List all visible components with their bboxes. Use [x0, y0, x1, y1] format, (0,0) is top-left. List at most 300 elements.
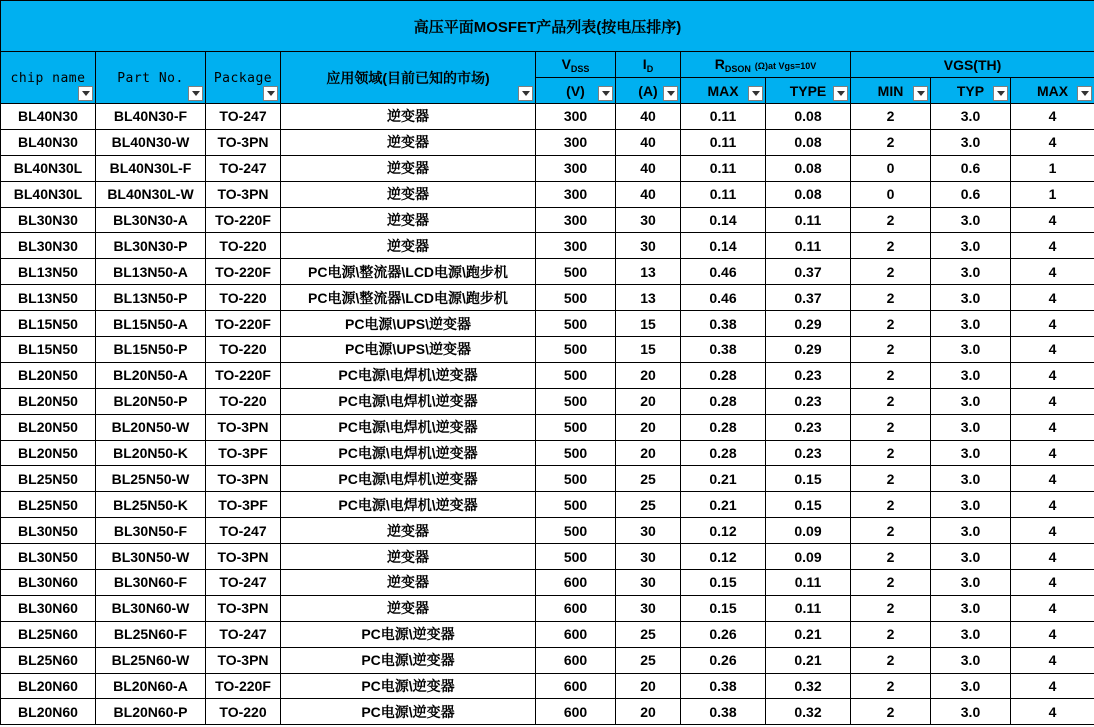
- header-rdson: [681, 52, 851, 78]
- cell-market[interactable]: PC电源\UPS\逆变器: [281, 311, 536, 337]
- cell-vgs-min[interactable]: 0: [851, 181, 931, 207]
- cell-vgs-min[interactable]: 2: [851, 466, 931, 492]
- cell-market[interactable]: 逆变器: [281, 129, 536, 155]
- cell-vgs-max[interactable]: 4: [1011, 544, 1094, 570]
- cell-market[interactable]: PC电源\电焊机\逆变器: [281, 414, 536, 440]
- cell-vgs-min[interactable]: 2: [851, 285, 931, 311]
- cell-id[interactable]: 30: [616, 207, 681, 233]
- cell-rdson-type[interactable]: 0.11: [766, 570, 851, 596]
- cell-id[interactable]: 25: [616, 647, 681, 673]
- cell-part-no[interactable]: BL30N30-P: [96, 233, 206, 259]
- cell-part-no[interactable]: BL20N50-K: [96, 440, 206, 466]
- filter-dropdown-icon[interactable]: [78, 86, 93, 101]
- filter-dropdown-icon[interactable]: [1077, 86, 1092, 101]
- cell-vgs-typ[interactable]: 3.0: [931, 362, 1011, 388]
- table-row: [1, 233, 1094, 259]
- cell-chip-name[interactable]: BL13N50: [1, 285, 96, 311]
- cell-vgs-max[interactable]: 4: [1011, 621, 1094, 647]
- cell-vgs-min[interactable]: 2: [851, 414, 931, 440]
- cell-part-no[interactable]: BL30N50-F: [96, 518, 206, 544]
- cell-rdson-max[interactable]: 0.46: [681, 259, 766, 285]
- cell-vgs-min[interactable]: 2: [851, 104, 931, 130]
- cell-vgs-typ[interactable]: 3.0: [931, 647, 1011, 673]
- cell-vgs-typ[interactable]: 3.0: [931, 311, 1011, 337]
- cell-rdson-type[interactable]: 0.08: [766, 129, 851, 155]
- header-part-no: [96, 52, 206, 104]
- cell-chip-name[interactable]: BL30N60: [1, 595, 96, 621]
- cell-vdss[interactable]: 600: [536, 699, 616, 725]
- cell-vgs-min[interactable]: 2: [851, 544, 931, 570]
- cell-rdson-type[interactable]: 0.37: [766, 259, 851, 285]
- filter-dropdown-icon[interactable]: [263, 86, 278, 101]
- cell-vgs-typ[interactable]: 3.0: [931, 699, 1011, 725]
- filter-dropdown-icon[interactable]: [518, 86, 533, 101]
- cell-vgs-typ[interactable]: 3.0: [931, 388, 1011, 414]
- cell-vgs-min[interactable]: 2: [851, 440, 931, 466]
- cell-vdss[interactable]: 600: [536, 570, 616, 596]
- cell-package[interactable]: TO-220F: [206, 673, 281, 699]
- cell-rdson-max[interactable]: 0.11: [681, 104, 766, 130]
- header-part-no-label: Part No.: [117, 71, 184, 86]
- header-rdson-max-label: MAX: [707, 82, 739, 99]
- header-vgs-min: [851, 78, 931, 104]
- cell-vgs-max[interactable]: 4: [1011, 259, 1094, 285]
- cell-market[interactable]: 逆变器: [281, 595, 536, 621]
- cell-market[interactable]: 逆变器: [281, 181, 536, 207]
- table-row: [1, 647, 1094, 673]
- cell-part-no[interactable]: BL20N50-P: [96, 388, 206, 414]
- table-row: [1, 699, 1094, 725]
- cell-rdson-max[interactable]: 0.28: [681, 362, 766, 388]
- cell-id[interactable]: 30: [616, 233, 681, 259]
- cell-vdss[interactable]: 300: [536, 155, 616, 181]
- cell-package[interactable]: TO-247: [206, 518, 281, 544]
- cell-package[interactable]: TO-220F: [206, 259, 281, 285]
- cell-id[interactable]: 30: [616, 544, 681, 570]
- cell-part-no[interactable]: BL30N60-W: [96, 595, 206, 621]
- cell-id[interactable]: 13: [616, 285, 681, 311]
- cell-rdson-max[interactable]: 0.28: [681, 414, 766, 440]
- cell-vgs-max[interactable]: 4: [1011, 492, 1094, 518]
- cell-chip-name[interactable]: BL30N30: [1, 233, 96, 259]
- cell-vgs-typ[interactable]: 3.0: [931, 570, 1011, 596]
- cell-vgs-typ[interactable]: 3.0: [931, 233, 1011, 259]
- cell-id[interactable]: 20: [616, 699, 681, 725]
- cell-market[interactable]: 逆变器: [281, 207, 536, 233]
- cell-vgs-typ[interactable]: 3.0: [931, 492, 1011, 518]
- cell-chip-name[interactable]: BL20N60: [1, 673, 96, 699]
- cell-package[interactable]: TO-247: [206, 104, 281, 130]
- cell-rdson-type[interactable]: 0.37: [766, 285, 851, 311]
- cell-id[interactable]: 25: [616, 466, 681, 492]
- cell-rdson-max[interactable]: 0.15: [681, 595, 766, 621]
- cell-chip-name[interactable]: BL40N30: [1, 129, 96, 155]
- cell-market[interactable]: PC电源\逆变器: [281, 647, 536, 673]
- cell-chip-name[interactable]: BL15N50: [1, 337, 96, 363]
- cell-vgs-typ[interactable]: 3.0: [931, 207, 1011, 233]
- table-row: [1, 337, 1094, 363]
- filter-dropdown-icon[interactable]: [188, 86, 203, 101]
- cell-vdss[interactable]: 500: [536, 388, 616, 414]
- filter-dropdown-icon[interactable]: [913, 86, 928, 101]
- cell-vgs-min[interactable]: 2: [851, 621, 931, 647]
- cell-package[interactable]: TO-220F: [206, 207, 281, 233]
- header-id-main: I: [642, 55, 647, 72]
- cell-part-no[interactable]: BL13N50-A: [96, 259, 206, 285]
- cell-chip-name[interactable]: BL40N30L: [1, 155, 96, 181]
- cell-vgs-typ[interactable]: 3.0: [931, 259, 1011, 285]
- cell-vgs-max[interactable]: 4: [1011, 285, 1094, 311]
- cell-part-no[interactable]: BL20N60-A: [96, 673, 206, 699]
- cell-vgs-typ[interactable]: 3.0: [931, 414, 1011, 440]
- cell-package[interactable]: TO-247: [206, 570, 281, 596]
- table-row: [1, 155, 1094, 181]
- header-market: [281, 52, 536, 104]
- cell-part-no[interactable]: BL20N50-W: [96, 414, 206, 440]
- cell-part-no[interactable]: BL20N50-A: [96, 362, 206, 388]
- cell-package[interactable]: TO-220F: [206, 311, 281, 337]
- cell-vgs-max[interactable]: 4: [1011, 233, 1094, 259]
- cell-id[interactable]: 20: [616, 414, 681, 440]
- filter-dropdown-icon[interactable]: [833, 86, 848, 101]
- cell-vgs-typ[interactable]: 3.0: [931, 129, 1011, 155]
- cell-market[interactable]: 逆变器: [281, 518, 536, 544]
- table-body: [1, 104, 1094, 725]
- cell-chip-name[interactable]: BL25N50: [1, 466, 96, 492]
- cell-vgs-min[interactable]: 2: [851, 673, 931, 699]
- cell-package[interactable]: TO-3PN: [206, 647, 281, 673]
- cell-market[interactable]: PC电源\整流器\LCD电源\跑步机: [281, 259, 536, 285]
- cell-chip-name[interactable]: BL30N50: [1, 544, 96, 570]
- cell-rdson-max[interactable]: 0.11: [681, 181, 766, 207]
- cell-market[interactable]: 逆变器: [281, 233, 536, 259]
- cell-rdson-max[interactable]: 0.38: [681, 311, 766, 337]
- cell-vgs-typ[interactable]: 3.0: [931, 673, 1011, 699]
- cell-market[interactable]: PC电源\电焊机\逆变器: [281, 388, 536, 414]
- cell-rdson-max[interactable]: 0.11: [681, 155, 766, 181]
- cell-id[interactable]: 15: [616, 337, 681, 363]
- cell-id[interactable]: 20: [616, 440, 681, 466]
- cell-market[interactable]: PC电源\逆变器: [281, 673, 536, 699]
- cell-rdson-max[interactable]: 0.38: [681, 337, 766, 363]
- cell-vdss[interactable]: 300: [536, 104, 616, 130]
- cell-rdson-max[interactable]: 0.12: [681, 518, 766, 544]
- cell-rdson-type[interactable]: 0.11: [766, 233, 851, 259]
- cell-rdson-max[interactable]: 0.28: [681, 388, 766, 414]
- cell-vgs-typ[interactable]: 3.0: [931, 466, 1011, 492]
- cell-part-no[interactable]: BL25N50-W: [96, 466, 206, 492]
- cell-rdson-max[interactable]: 0.12: [681, 544, 766, 570]
- cell-rdson-type[interactable]: 0.08: [766, 181, 851, 207]
- cell-vdss[interactable]: 300: [536, 129, 616, 155]
- filter-dropdown-icon[interactable]: [663, 86, 678, 101]
- cell-vgs-typ[interactable]: 3.0: [931, 337, 1011, 363]
- cell-market[interactable]: 逆变器: [281, 544, 536, 570]
- cell-vgs-min[interactable]: 2: [851, 699, 931, 725]
- cell-rdson-type[interactable]: 0.23: [766, 388, 851, 414]
- cell-vgs-max[interactable]: 4: [1011, 466, 1094, 492]
- cell-rdson-type[interactable]: 0.21: [766, 621, 851, 647]
- cell-vdss[interactable]: 500: [536, 362, 616, 388]
- cell-package[interactable]: TO-247: [206, 155, 281, 181]
- cell-rdson-type[interactable]: 0.15: [766, 492, 851, 518]
- cell-vgs-max[interactable]: 4: [1011, 595, 1094, 621]
- cell-chip-name[interactable]: BL20N50: [1, 440, 96, 466]
- cell-chip-name[interactable]: BL30N60: [1, 570, 96, 596]
- cell-vgs-max[interactable]: 1: [1011, 181, 1094, 207]
- cell-part-no[interactable]: BL25N50-K: [96, 492, 206, 518]
- cell-package[interactable]: TO-220: [206, 699, 281, 725]
- cell-id[interactable]: 15: [616, 311, 681, 337]
- cell-vgs-min[interactable]: 2: [851, 207, 931, 233]
- header-rdson-type: [766, 78, 851, 104]
- cell-rdson-max[interactable]: 0.28: [681, 440, 766, 466]
- cell-vgs-typ[interactable]: 3.0: [931, 104, 1011, 130]
- cell-id[interactable]: 40: [616, 181, 681, 207]
- cell-id[interactable]: 25: [616, 492, 681, 518]
- cell-vgs-min[interactable]: 0: [851, 155, 931, 181]
- header-market-label: 应用领域(目前已知的市场): [326, 69, 490, 86]
- cell-package[interactable]: TO-220: [206, 337, 281, 363]
- cell-chip-name[interactable]: BL20N50: [1, 362, 96, 388]
- cell-id[interactable]: 25: [616, 621, 681, 647]
- cell-vdss[interactable]: 600: [536, 595, 616, 621]
- cell-part-no[interactable]: BL13N50-P: [96, 285, 206, 311]
- cell-part-no[interactable]: BL40N30-F: [96, 104, 206, 130]
- cell-chip-name[interactable]: BL30N50: [1, 518, 96, 544]
- cell-vgs-max[interactable]: 4: [1011, 311, 1094, 337]
- cell-vgs-min[interactable]: 2: [851, 129, 931, 155]
- cell-rdson-type[interactable]: 0.09: [766, 518, 851, 544]
- cell-vgs-min[interactable]: 2: [851, 595, 931, 621]
- cell-vgs-typ[interactable]: 0.6: [931, 155, 1011, 181]
- cell-vgs-typ[interactable]: 3.0: [931, 518, 1011, 544]
- cell-vdss[interactable]: 500: [536, 466, 616, 492]
- cell-package[interactable]: TO-220: [206, 233, 281, 259]
- cell-part-no[interactable]: BL30N30-A: [96, 207, 206, 233]
- cell-vgs-min[interactable]: 2: [851, 388, 931, 414]
- cell-id[interactable]: 40: [616, 155, 681, 181]
- cell-vgs-min[interactable]: 2: [851, 570, 931, 596]
- cell-package[interactable]: TO-247: [206, 621, 281, 647]
- cell-rdson-type[interactable]: 0.32: [766, 673, 851, 699]
- cell-vgs-typ[interactable]: 0.6: [931, 181, 1011, 207]
- cell-vgs-max[interactable]: 4: [1011, 440, 1094, 466]
- cell-market[interactable]: PC电源\电焊机\逆变器: [281, 362, 536, 388]
- cell-vdss[interactable]: 300: [536, 207, 616, 233]
- cell-vdss[interactable]: 600: [536, 647, 616, 673]
- cell-part-no[interactable]: BL25N60-F: [96, 621, 206, 647]
- filter-dropdown-icon[interactable]: [748, 86, 763, 101]
- cell-id[interactable]: 20: [616, 362, 681, 388]
- cell-vdss[interactable]: 300: [536, 181, 616, 207]
- cell-rdson-type[interactable]: 0.29: [766, 337, 851, 363]
- cell-vdss[interactable]: 500: [536, 414, 616, 440]
- table-row: [1, 595, 1094, 621]
- cell-vgs-min[interactable]: 2: [851, 337, 931, 363]
- cell-package[interactable]: TO-3PN: [206, 544, 281, 570]
- cell-rdson-max[interactable]: 0.11: [681, 129, 766, 155]
- filter-dropdown-icon[interactable]: [598, 86, 613, 101]
- cell-vdss[interactable]: 600: [536, 673, 616, 699]
- cell-market[interactable]: 逆变器: [281, 570, 536, 596]
- cell-vgs-max[interactable]: 4: [1011, 337, 1094, 363]
- cell-id[interactable]: 30: [616, 595, 681, 621]
- cell-chip-name[interactable]: BL40N30L: [1, 181, 96, 207]
- table-row: [1, 311, 1094, 337]
- cell-vgs-max[interactable]: 4: [1011, 518, 1094, 544]
- cell-package[interactable]: TO-3PN: [206, 466, 281, 492]
- cell-rdson-type[interactable]: 0.23: [766, 362, 851, 388]
- cell-vgs-max[interactable]: 4: [1011, 129, 1094, 155]
- cell-package[interactable]: TO-3PN: [206, 129, 281, 155]
- cell-id[interactable]: 40: [616, 129, 681, 155]
- cell-rdson-type[interactable]: 0.11: [766, 207, 851, 233]
- cell-vgs-min[interactable]: 2: [851, 492, 931, 518]
- cell-part-no[interactable]: BL40N30L-F: [96, 155, 206, 181]
- cell-rdson-type[interactable]: 0.23: [766, 440, 851, 466]
- cell-market[interactable]: PC电源\整流器\LCD电源\跑步机: [281, 285, 536, 311]
- cell-market[interactable]: PC电源\逆变器: [281, 621, 536, 647]
- cell-vdss[interactable]: 600: [536, 621, 616, 647]
- cell-rdson-max[interactable]: 0.46: [681, 285, 766, 311]
- table-row: [1, 621, 1094, 647]
- cell-vdss[interactable]: 500: [536, 518, 616, 544]
- header-vdss-main: V: [561, 55, 571, 72]
- cell-part-no[interactable]: BL40N30L-W: [96, 181, 206, 207]
- cell-package[interactable]: TO-220: [206, 388, 281, 414]
- cell-vgs-max[interactable]: 4: [1011, 699, 1094, 725]
- cell-chip-name[interactable]: BL15N50: [1, 311, 96, 337]
- cell-id[interactable]: 30: [616, 570, 681, 596]
- cell-part-no[interactable]: BL30N60-F: [96, 570, 206, 596]
- cell-vdss[interactable]: 500: [536, 311, 616, 337]
- cell-rdson-type[interactable]: 0.08: [766, 104, 851, 130]
- cell-vgs-typ[interactable]: 3.0: [931, 285, 1011, 311]
- cell-rdson-max[interactable]: 0.38: [681, 699, 766, 725]
- cell-rdson-type[interactable]: 0.11: [766, 595, 851, 621]
- cell-market[interactable]: PC电源\电焊机\逆变器: [281, 466, 536, 492]
- cell-rdson-max[interactable]: 0.38: [681, 673, 766, 699]
- header-chip-name-label: chip name: [10, 71, 86, 86]
- cell-chip-name[interactable]: BL30N30: [1, 207, 96, 233]
- cell-market[interactable]: PC电源\UPS\逆变器: [281, 337, 536, 363]
- cell-market[interactable]: PC电源\电焊机\逆变器: [281, 440, 536, 466]
- cell-vgs-max[interactable]: 4: [1011, 207, 1094, 233]
- cell-vgs-typ[interactable]: 3.0: [931, 595, 1011, 621]
- cell-package[interactable]: TO-3PF: [206, 492, 281, 518]
- cell-package[interactable]: TO-3PN: [206, 595, 281, 621]
- cell-chip-name[interactable]: BL20N50: [1, 388, 96, 414]
- cell-vdss[interactable]: 300: [536, 233, 616, 259]
- cell-vdss[interactable]: 500: [536, 492, 616, 518]
- cell-rdson-max[interactable]: 0.26: [681, 621, 766, 647]
- cell-rdson-max[interactable]: 0.26: [681, 647, 766, 673]
- cell-vgs-max[interactable]: 4: [1011, 104, 1094, 130]
- cell-rdson-type[interactable]: 0.15: [766, 466, 851, 492]
- cell-chip-name[interactable]: BL20N60: [1, 699, 96, 725]
- cell-id[interactable]: 13: [616, 259, 681, 285]
- cell-rdson-max[interactable]: 0.14: [681, 233, 766, 259]
- cell-vgs-typ[interactable]: 3.0: [931, 621, 1011, 647]
- cell-rdson-max[interactable]: 0.21: [681, 492, 766, 518]
- cell-chip-name[interactable]: BL25N60: [1, 621, 96, 647]
- cell-vgs-min[interactable]: 2: [851, 259, 931, 285]
- cell-package[interactable]: TO-3PF: [206, 440, 281, 466]
- cell-vdss[interactable]: 500: [536, 440, 616, 466]
- cell-vgs-max[interactable]: 4: [1011, 414, 1094, 440]
- cell-part-no[interactable]: BL20N60-P: [96, 699, 206, 725]
- cell-rdson-type[interactable]: 0.23: [766, 414, 851, 440]
- cell-rdson-type[interactable]: 0.08: [766, 155, 851, 181]
- cell-chip-name[interactable]: BL40N30: [1, 104, 96, 130]
- cell-id[interactable]: 20: [616, 388, 681, 414]
- cell-vgs-typ[interactable]: 3.0: [931, 440, 1011, 466]
- cell-vdss[interactable]: 500: [536, 259, 616, 285]
- cell-package[interactable]: TO-220: [206, 285, 281, 311]
- cell-vdss[interactable]: 500: [536, 544, 616, 570]
- cell-part-no[interactable]: BL30N50-W: [96, 544, 206, 570]
- cell-vgs-max[interactable]: 4: [1011, 647, 1094, 673]
- cell-package[interactable]: TO-3PN: [206, 181, 281, 207]
- cell-vdss[interactable]: 500: [536, 285, 616, 311]
- cell-part-no[interactable]: BL15N50-P: [96, 337, 206, 363]
- cell-rdson-max[interactable]: 0.21: [681, 466, 766, 492]
- cell-rdson-type[interactable]: 0.21: [766, 647, 851, 673]
- cell-chip-name[interactable]: BL20N50: [1, 414, 96, 440]
- cell-id[interactable]: 20: [616, 673, 681, 699]
- cell-vgs-min[interactable]: 2: [851, 233, 931, 259]
- table-row: [1, 259, 1094, 285]
- cell-part-no[interactable]: BL40N30-W: [96, 129, 206, 155]
- header-id-unit-label: (A): [638, 82, 658, 99]
- cell-vgs-max[interactable]: 4: [1011, 388, 1094, 414]
- cell-part-no[interactable]: BL25N60-W: [96, 647, 206, 673]
- cell-vgs-max[interactable]: 4: [1011, 570, 1094, 596]
- filter-dropdown-icon[interactable]: [993, 86, 1008, 101]
- cell-rdson-max[interactable]: 0.15: [681, 570, 766, 596]
- cell-market[interactable]: 逆变器: [281, 104, 536, 130]
- cell-vgs-min[interactable]: 2: [851, 362, 931, 388]
- cell-market[interactable]: PC电源\电焊机\逆变器: [281, 492, 536, 518]
- cell-vgs-min[interactable]: 2: [851, 647, 931, 673]
- cell-vgs-min[interactable]: 2: [851, 518, 931, 544]
- cell-rdson-max[interactable]: 0.14: [681, 207, 766, 233]
- header-package: [206, 52, 281, 104]
- cell-vgs-max[interactable]: 1: [1011, 155, 1094, 181]
- cell-rdson-type[interactable]: 0.32: [766, 699, 851, 725]
- cell-vgs-min[interactable]: 2: [851, 311, 931, 337]
- cell-chip-name[interactable]: BL13N50: [1, 259, 96, 285]
- cell-chip-name[interactable]: BL25N50: [1, 492, 96, 518]
- cell-rdson-type[interactable]: 0.09: [766, 544, 851, 570]
- cell-id[interactable]: 40: [616, 104, 681, 130]
- cell-market[interactable]: PC电源\逆变器: [281, 699, 536, 725]
- cell-vgs-max[interactable]: 4: [1011, 362, 1094, 388]
- cell-package[interactable]: TO-220F: [206, 362, 281, 388]
- cell-part-no[interactable]: BL15N50-A: [96, 311, 206, 337]
- header-vgs: VGS(TH): [851, 52, 1094, 78]
- cell-market[interactable]: 逆变器: [281, 155, 536, 181]
- cell-vdss[interactable]: 500: [536, 337, 616, 363]
- cell-id[interactable]: 30: [616, 518, 681, 544]
- cell-vgs-max[interactable]: 4: [1011, 673, 1094, 699]
- cell-package[interactable]: TO-3PN: [206, 414, 281, 440]
- cell-chip-name[interactable]: BL25N60: [1, 647, 96, 673]
- table-row: [1, 129, 1094, 155]
- cell-rdson-type[interactable]: 0.29: [766, 311, 851, 337]
- cell-vgs-typ[interactable]: 3.0: [931, 544, 1011, 570]
